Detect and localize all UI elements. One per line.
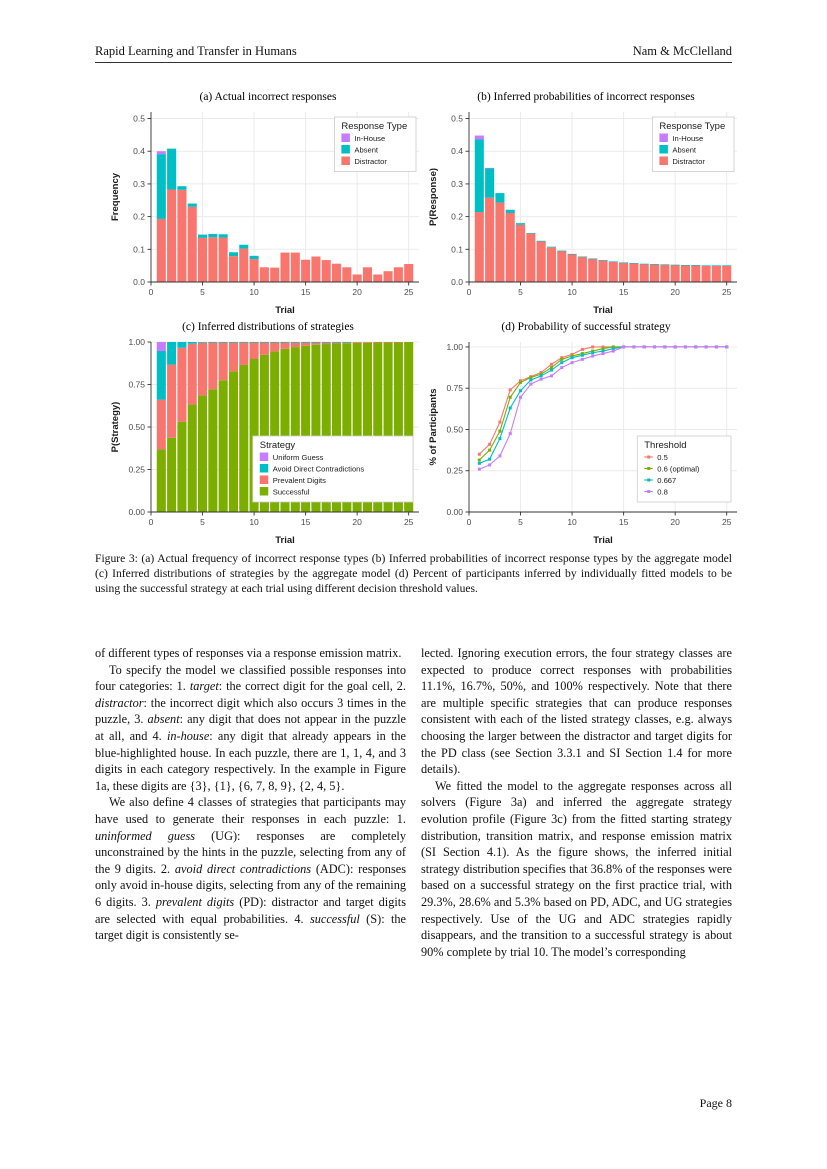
svg-text:In-House: In-House: [354, 134, 386, 143]
svg-text:0: 0: [148, 287, 154, 297]
panel-b-svg: [427, 106, 745, 316]
svg-text:15: 15: [618, 287, 629, 297]
svg-text:10: 10: [249, 517, 259, 527]
svg-text:P(Strategy): P(Strategy): [110, 401, 121, 453]
svg-text:0.3: 0.3: [133, 178, 145, 189]
svg-text:0.00: 0.00: [128, 507, 145, 517]
svg-text:% of Participants: % of Participants: [428, 388, 439, 466]
svg-text:0.2: 0.2: [451, 211, 463, 222]
panel-d: [427, 320, 745, 548]
body-column-left: [95, 645, 406, 944]
svg-text:20: 20: [352, 517, 362, 527]
svg-text:0.2: 0.2: [133, 211, 145, 222]
svg-text:0.25: 0.25: [446, 465, 463, 476]
svg-text:Absent: Absent: [672, 145, 697, 155]
svg-text:0.0: 0.0: [451, 277, 463, 287]
svg-text:0.50: 0.50: [128, 422, 145, 432]
svg-text:15: 15: [300, 517, 311, 527]
svg-text:0.3: 0.3: [451, 178, 463, 189]
body-paragraph: lected. Ignoring execution errors, the four strategy classes are expected to produce correct responses with probabilities 11.1%, 16.7%, 50%, and 100% respectively. Note that there are multiple specific strategies that can produce responses consistent with each of the listed strategy classes, e.g. always choosing the larger between the distractor and target digits for the PD class (see Section 3.3.1 and SI Section 1.4 for more details).: [421, 646, 732, 777]
svg-text:Strategy: Strategy: [259, 440, 296, 451]
svg-text:0.5: 0.5: [657, 453, 668, 462]
body-paragraph: of different types of responses via a response emission matrix.: [95, 646, 402, 660]
panel-a: [109, 90, 427, 318]
svg-text:Trial: Trial: [275, 305, 295, 316]
figure-caption: Figure 3: (a) Actual frequency of incorrect response types (b) Inferred probabilities of incorrect response types by the aggregate model (c) Inferred distributions of strategies by the aggregate model (d) Percent of participants inferred by individually fitted models to be using the successful strategy at each trial using different decision threshold values.: [95, 552, 732, 596]
figure-3: [95, 90, 732, 545]
svg-text:20: 20: [670, 287, 680, 297]
svg-text:Trial: Trial: [275, 535, 295, 546]
body-paragraph: To specify the model we classified possible responses into four categories: 1. target: the correct digit for the goal cell, 2. distractor: the incorrect digit which also occurs 3 times in the puzzle, 3. absent: any digit that does not appear in the puzzle at all, and 4. in-house: any digit that already appears in the blue-highlighted house. In each puzzle, there are 1, 1, 4, and 3 digits in each category respectively. In the example in Figure 1a, these digits are {3}, {1}, {6, 7, 8, 9}, {2, 4, 5}.: [95, 662, 407, 793]
svg-text:0.1: 0.1: [133, 244, 145, 255]
panel-c-legend: [253, 436, 413, 502]
panel-c-title: (c) Inferred distributions of strategies: [182, 321, 354, 333]
svg-text:0.75: 0.75: [128, 379, 145, 390]
svg-text:0.0: 0.0: [133, 277, 145, 287]
svg-text:Threshold: Threshold: [644, 440, 687, 451]
svg-text:Response Type: Response Type: [659, 121, 726, 132]
svg-text:0.4: 0.4: [133, 146, 145, 157]
svg-text:25: 25: [721, 517, 732, 527]
svg-text:25: 25: [721, 287, 732, 297]
svg-text:1.00: 1.00: [128, 337, 145, 347]
panel-c: [109, 320, 427, 548]
panel-a-svg: [109, 106, 427, 316]
svg-text:15: 15: [300, 287, 311, 297]
panel-d-svg: [427, 336, 745, 546]
panel-b-title: (b) Inferred probabilities of incorrect responses: [477, 91, 695, 103]
svg-text:10: 10: [249, 287, 259, 297]
svg-text:0.8: 0.8: [657, 487, 668, 497]
svg-text:Prevalent Digits: Prevalent Digits: [272, 476, 326, 485]
svg-text:Trial: Trial: [593, 305, 613, 316]
svg-text:0.5: 0.5: [451, 113, 463, 124]
body-paragraph: We also define 4 classes of strategies that participants may have used to generate their responses in each puzzle: 1. uninformed guess (UG): responses are completely unconstrained by the hints in the puzzle, selecting from any of the 9 digits. 2. avoid direct contradictions (ADC): responses only avoid in-house digits, selecting from any of the remaining 6 digits. 3. prevalent digits (PD): distractor and target digits are selected with equal probabilities. 4. successful (S): the target digit is consistently se-: [95, 795, 406, 943]
svg-text:0.50: 0.50: [446, 424, 463, 435]
svg-text:0.25: 0.25: [128, 464, 145, 475]
svg-text:0: 0: [466, 517, 472, 527]
svg-text:Response Type: Response Type: [341, 121, 408, 132]
svg-text:0.667: 0.667: [657, 476, 677, 485]
running-head-authors: Nam & McClelland: [632, 44, 732, 58]
svg-text:25: 25: [403, 287, 414, 297]
svg-text:0.1: 0.1: [451, 244, 463, 255]
svg-text:5: 5: [518, 517, 523, 527]
svg-text:P(Response): P(Response): [428, 167, 439, 227]
svg-text:25: 25: [403, 517, 414, 527]
svg-text:5: 5: [518, 287, 523, 297]
svg-text:0: 0: [148, 517, 154, 527]
svg-text:0: 0: [466, 287, 472, 297]
panel-a-plot: [109, 106, 427, 316]
svg-text:0.4: 0.4: [451, 146, 463, 157]
panel-c-svg: [109, 336, 427, 546]
svg-text:Avoid Direct Contradictions: Avoid Direct Contradictions: [272, 464, 365, 474]
body-paragraph: We fitted the model to the aggregate responses across all solvers (Figure 3a) and inferred the aggregate strategy evolution profile (Figure 3c) from the fitted starting strategy distribution, transition matrix, and response emission matrix (SI Section 4.1). As the figure shows, the inferred initial strategy distribution specifies that 36.8% of the responses were based on a successful strategy on the first practice trial, with 29.3%, 28.6% and 5.3% based on PD, ADC, and UG strategies respectively. Use of the UG and ADC strategies rapidly disappears, and the transition to a successful strategy is about 90% complete by trial 10. The model’s corresponding: [421, 778, 732, 959]
svg-text:10: 10: [567, 287, 577, 297]
panel-a-title: (a) Actual incorrect responses: [199, 91, 337, 103]
panel-b: [427, 90, 745, 318]
panel-d-legend: [637, 436, 731, 502]
header-rule: [95, 62, 732, 63]
panel-b-legend: [652, 117, 734, 172]
svg-text:Uniform Guess: Uniform Guess: [272, 453, 324, 462]
svg-text:1.00: 1.00: [446, 341, 463, 352]
body-column-right: [421, 645, 732, 960]
svg-text:0.5: 0.5: [133, 113, 145, 124]
svg-text:In-House: In-House: [672, 134, 704, 143]
panel-a-legend: [334, 117, 416, 172]
svg-text:5: 5: [200, 287, 205, 297]
svg-text:5: 5: [200, 517, 205, 527]
svg-text:Frequency: Frequency: [110, 172, 121, 222]
svg-text:15: 15: [618, 517, 629, 527]
running-head-title: Rapid Learning and Transfer in Humans: [95, 44, 297, 58]
svg-text:0.75: 0.75: [446, 383, 463, 394]
panel-c-plot: [109, 336, 427, 546]
svg-text:20: 20: [670, 517, 680, 527]
panel-d-plot: [427, 336, 745, 546]
svg-text:Successful: Successful: [272, 487, 310, 497]
svg-text:20: 20: [352, 287, 362, 297]
panel-d-title: (d) Probability of successful strategy: [501, 321, 671, 333]
svg-text:0.00: 0.00: [446, 507, 463, 517]
svg-text:Absent: Absent: [354, 145, 379, 155]
running-head: [95, 44, 732, 59]
svg-text:Trial: Trial: [593, 535, 613, 546]
svg-text:0.6 (optimal): 0.6 (optimal): [657, 464, 700, 474]
svg-text:10: 10: [567, 517, 577, 527]
panel-b-plot: [427, 106, 745, 316]
page-footer: Page 8: [699, 1096, 732, 1110]
svg-text:Distractor: Distractor: [672, 157, 705, 166]
svg-text:Distractor: Distractor: [354, 157, 387, 166]
